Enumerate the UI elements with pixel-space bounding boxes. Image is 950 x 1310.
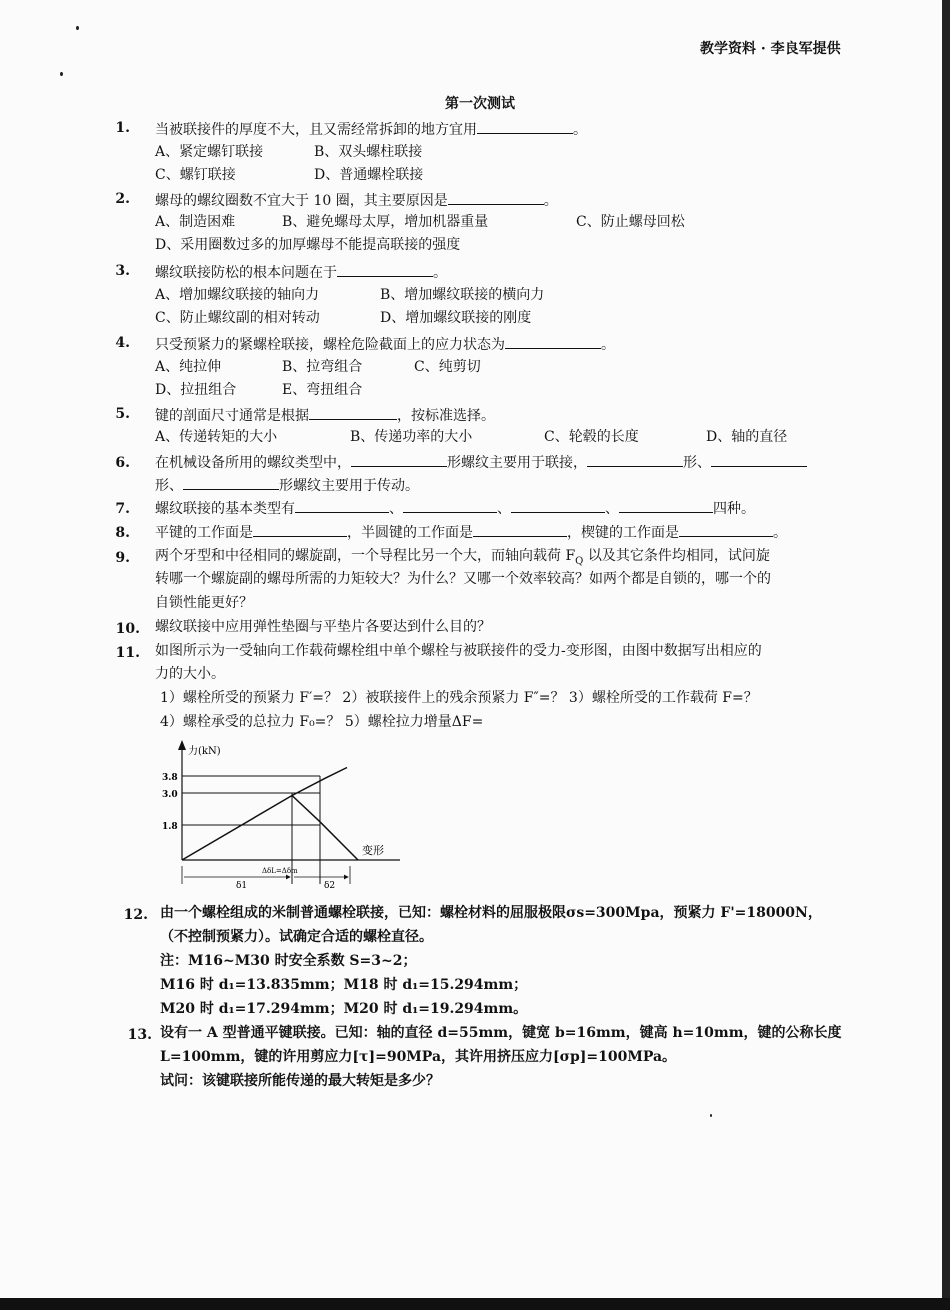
question-number: 1. <box>115 120 130 136</box>
stem-text: 平键的工作面是 <box>155 525 253 541</box>
question-12-line: （不控制预紧力）。试确定合适的螺栓直径。 <box>160 929 433 945</box>
question-number: 13. <box>127 1027 152 1043</box>
option: B、拉弯组合 <box>282 359 363 375</box>
scan-speck <box>60 72 63 76</box>
option: C、螺钉联接 <box>155 167 236 183</box>
answer-blank <box>309 405 397 420</box>
y-tick-label: 3.8 <box>162 773 178 783</box>
option: B、双头螺柱联接 <box>314 144 423 160</box>
question-number: 8. <box>115 525 130 541</box>
answer-blank <box>587 452 683 467</box>
answer-blank <box>403 498 497 513</box>
question-11-sub: 1）螺栓所受的预紧力 F′=？ 2）被联接件上的残余预紧力 F″=？ 3）螺栓所受的工作载荷 F=？ <box>160 690 758 706</box>
question-13-line: L=100mm，键的许用剪应力[τ]=90MPa，其许用挤压应力[σp]=100MPa。 <box>160 1049 677 1065</box>
y-tick-label: 1.8 <box>162 822 178 832</box>
separator: 、 <box>497 501 511 517</box>
question-1-stem <box>155 119 587 139</box>
answer-blank <box>295 498 389 513</box>
question-number: 9. <box>115 550 130 566</box>
stem-text: 形、 <box>155 478 183 494</box>
scan-edge-bottom <box>0 1298 950 1310</box>
answer-blank <box>505 334 601 349</box>
answer-blank <box>351 452 447 467</box>
bolt-stiffness-line <box>182 768 347 861</box>
question-12-note: M20 时 d₁=17.294mm；M20 时 d₁=19.294mm。 <box>160 1001 528 1017</box>
option: B、避免螺母太厚，增加机器重量 <box>282 214 489 230</box>
stem-text: 在机械设备所用的螺纹类型中， <box>155 455 351 471</box>
stem-text: 键的剖面尺寸通常是根据 <box>155 408 309 424</box>
question-number: 2. <box>115 191 130 207</box>
question-3-stem <box>155 262 447 282</box>
stem-text: 螺纹联接防松的根本问题在于 <box>155 265 337 281</box>
question-number: 3. <box>115 263 130 279</box>
option: D、采用圈数过多的加厚螺母不能提高联接的强度 <box>155 237 461 253</box>
delta-annotation: ΔδL=Δδm <box>262 867 298 875</box>
stem-text: 螺纹联接的基本类型有 <box>155 501 295 517</box>
question-5-stem <box>155 405 495 425</box>
question-number: 12. <box>123 907 148 923</box>
stem-text: 形螺纹主要用于传动。 <box>279 478 419 494</box>
option: B、传递功率的大小 <box>350 429 473 445</box>
answer-blank <box>511 498 605 513</box>
option: A、传递转矩的大小 <box>155 429 278 445</box>
question-number: 10. <box>115 621 140 637</box>
option: C、防止螺纹副的相对转动 <box>155 310 320 326</box>
question-9-line: 自锁性能更好？ <box>155 595 253 611</box>
stem-text: ，楔键的工作面是 <box>567 525 679 541</box>
member-stiffness-line <box>292 796 358 861</box>
option: D、普通螺栓联接 <box>314 167 424 183</box>
question-11-line: 力的大小。 <box>155 666 225 682</box>
option: A、紧定螺钉联接 <box>155 144 264 160</box>
force-deformation-chart <box>150 738 410 896</box>
question-number: 5. <box>115 406 130 422</box>
answer-blank <box>337 262 433 277</box>
question-13-line: 试问：该键联接所能传递的最大转矩是多少？ <box>160 1073 440 1089</box>
question-6-continued <box>155 475 419 495</box>
question-10-stem: 螺纹联接中应用弹性垫圈与平垫片各要达到什么目的？ <box>155 619 491 635</box>
question-12-note: M16 时 d₁=13.835mm；M18 时 d₁=15.294mm； <box>160 977 528 993</box>
stem-text: 只受预紧力的紧螺栓联接，螺栓危险截面上的应力状态为 <box>155 337 505 353</box>
question-number: 11. <box>115 645 140 661</box>
stem-text: 螺母的螺纹圈数不宜大于 10 圈，其主要原因是 <box>155 193 448 209</box>
stem-text: 两个牙型和中径相同的螺旋副，一个导程比另一个大，而轴向载荷 F <box>155 548 576 564</box>
question-9-line <box>155 547 770 571</box>
option: C、防止螺母回松 <box>576 214 685 230</box>
delta1-label: δ1 <box>236 881 248 891</box>
y-axis-label: 力(kN) <box>188 746 221 757</box>
question-9-line: 转哪一个螺旋副的螺母所需的力矩较大？为什么？又哪一个效率较高？如两个都是自锁的，哪一个的 <box>155 571 771 587</box>
stem-text: 当被联接件的厚度不大，且又需经常拆卸的地方宜用 <box>155 122 477 138</box>
question-11-line: 如图所示为一受轴向工作载荷螺栓组中单个螺栓与被联接件的受力-变形图，由图中数据写出相应的 <box>155 643 762 659</box>
page-title: 第一次测试 <box>445 96 515 112</box>
option: D、拉扭组合 <box>155 382 237 398</box>
source-header: 教学资料 · 李良军提供 <box>700 41 841 57</box>
scan-speck <box>76 26 79 30</box>
stem-text: ，半圆键的工作面是 <box>347 525 473 541</box>
question-number: 7. <box>115 501 130 517</box>
separator: 、 <box>605 501 619 517</box>
option: C、轮毂的长度 <box>544 429 639 445</box>
option: D、增加螺纹联接的刚度 <box>380 310 532 326</box>
answer-blank <box>477 119 573 134</box>
stem-text: 。 <box>601 337 615 353</box>
question-6-stem <box>155 452 807 472</box>
question-number: 4. <box>115 335 130 351</box>
option: A、纯拉伸 <box>155 359 222 375</box>
question-8-stem <box>155 522 787 542</box>
answer-blank <box>473 522 567 537</box>
answer-blank <box>679 522 773 537</box>
question-12-note: 注：M16~M30 时安全系数 S=3~2； <box>160 953 417 969</box>
option: A、增加螺纹联接的轴向力 <box>155 287 320 303</box>
stem-text: ，按标准选择。 <box>397 408 495 424</box>
stem-text: 。 <box>573 122 587 138</box>
answer-blank <box>183 475 279 490</box>
question-11-sub: 4）螺栓承受的总拉力 F₀=？ 5）螺栓拉力增量ΔF= <box>160 714 484 730</box>
answer-blank <box>448 190 544 205</box>
stem-text: 以及其它条件均相同，试问旋 <box>583 548 770 564</box>
subscript: Q <box>575 555 584 567</box>
question-4-stem <box>155 334 615 354</box>
delta2-label: δ2 <box>324 881 336 891</box>
separator: 、 <box>389 501 403 517</box>
question-12-line: 由一个螺栓组成的米制普通螺栓联接，已知：螺栓材料的屈服极限σs=300Mpa，预紧力 F'=18000N， <box>160 905 822 921</box>
scan-edge-right <box>942 0 950 1310</box>
option: D、轴的直径 <box>706 429 788 445</box>
question-number: 6. <box>115 455 130 471</box>
y-tick-label: 3.0 <box>162 790 178 800</box>
stem-text: 。 <box>773 525 787 541</box>
question-2-stem <box>155 190 558 210</box>
option: A、制造困难 <box>155 214 236 230</box>
stem-text: 形螺纹主要用于联接， <box>447 455 587 471</box>
scan-speck <box>710 1114 712 1117</box>
option: B、增加螺纹联接的横向力 <box>380 287 545 303</box>
question-7-stem <box>155 498 755 518</box>
answer-blank <box>253 522 347 537</box>
stem-text: 。 <box>433 265 447 281</box>
y-axis-arrow-icon <box>178 740 186 750</box>
question-13-line: 设有一 A 型普通平键联接。已知：轴的直径 d=55mm，键宽 b=16mm，键高 h=10mm，键的公称长度 <box>160 1025 842 1041</box>
answer-blank <box>619 498 713 513</box>
stem-text: 。 <box>543 193 558 209</box>
option: C、纯剪切 <box>414 359 481 375</box>
x-axis-label: 变形 <box>362 844 384 857</box>
stem-text: 四种。 <box>713 501 755 517</box>
answer-blank <box>711 452 807 467</box>
stem-text: 形、 <box>683 455 711 471</box>
option: E、弯扭组合 <box>282 382 363 398</box>
